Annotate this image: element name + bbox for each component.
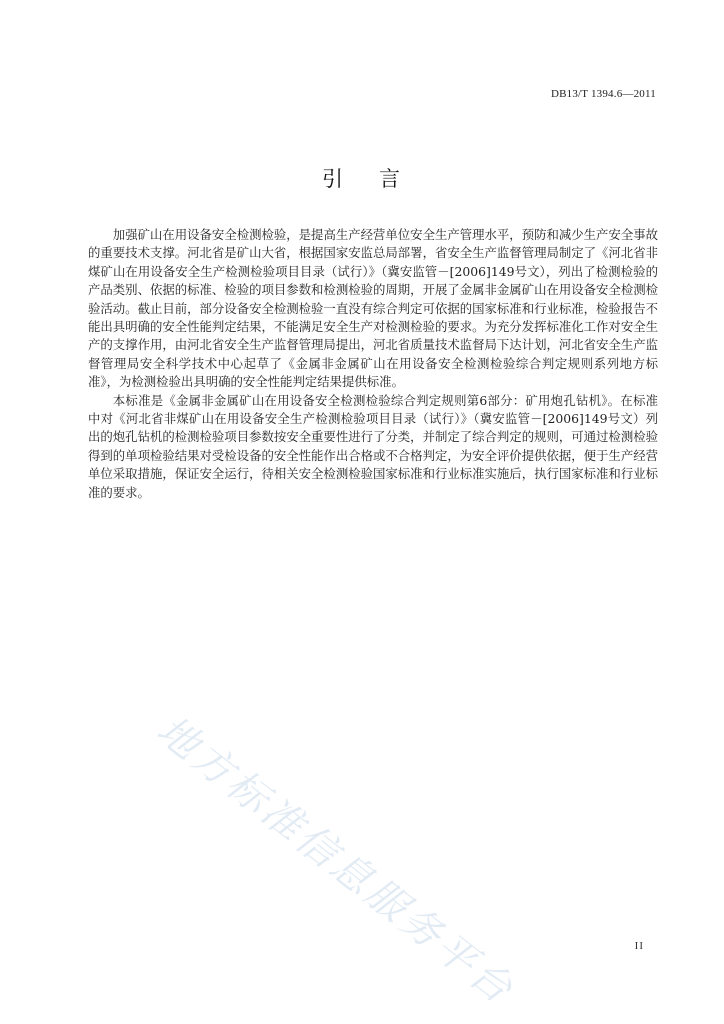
title-char-2: 言 — [379, 167, 402, 191]
title-char-1: 引 — [322, 167, 345, 191]
paragraph-1: 加强矿山在用设备安全检测检验，是提高生产经营单位安全生产管理水平，预防和减少生产安全事故的重要技术支撑。河北省是矿山大省，根据国家安监总局部署，省安全生产监督管理局制定了《河北省非煤矿山在用设备安全生产检测检验项目目录（试行）》（冀安监管－[2006]149号文），列出了检测检验的产品类别、依据的标准、检验的项目参数和检测检验的周期，开展了金属非金属矿山在用设备安全检测检验活动。截止目前，部分设备安全检测检验一直没有综合判定可依据的国家标准和行业标准，检验报告不能出具明确的安全性能判定结果，不能满足安全生产对检测检验的要求。为充分发挥标准化工作对安全生产的支撑作用，由河北省安全生产监督管理局提出，河北省质量技术监督局下达计划，河北省安全生产监督管理局安全科学技术中心起草了《金属非金属矿山在用设备安全检测检验综合判定规则系列地方标准》，为检测检验出具明确的安全性能判定结果提供标准。 — [88, 227, 658, 390]
standard-code: DB13/T 1394.6—2011 — [550, 88, 656, 100]
paragraph-2: 本标准是《金属非金属矿山在用设备安全检测检验综合判定规则第6部分：矿用炮孔钻机》。在标准中对《河北省非煤矿山在用设备安全生产检测检验项目目录（试行）》（冀安监管－[2006]149号文）列出的炮孔钻机的检测检验项目参数按安全重要性进行了分类，并制定了综合判定的规则，可通过检测检验得到的单项检验结果对受检设备的安全性能作出合格或不合格判定，为安全评价提供依据，便于生产经营单位采取措施，保证安全运行，待相关安全检测检验国家标准和行业标准实施后，执行国家标准和行业标准的要求。 — [88, 392, 658, 500]
page-number: II — [634, 940, 644, 952]
page-title — [0, 163, 724, 193]
watermark: 地方标准信息服务平台 — [148, 707, 524, 1015]
body-text — [88, 226, 658, 502]
